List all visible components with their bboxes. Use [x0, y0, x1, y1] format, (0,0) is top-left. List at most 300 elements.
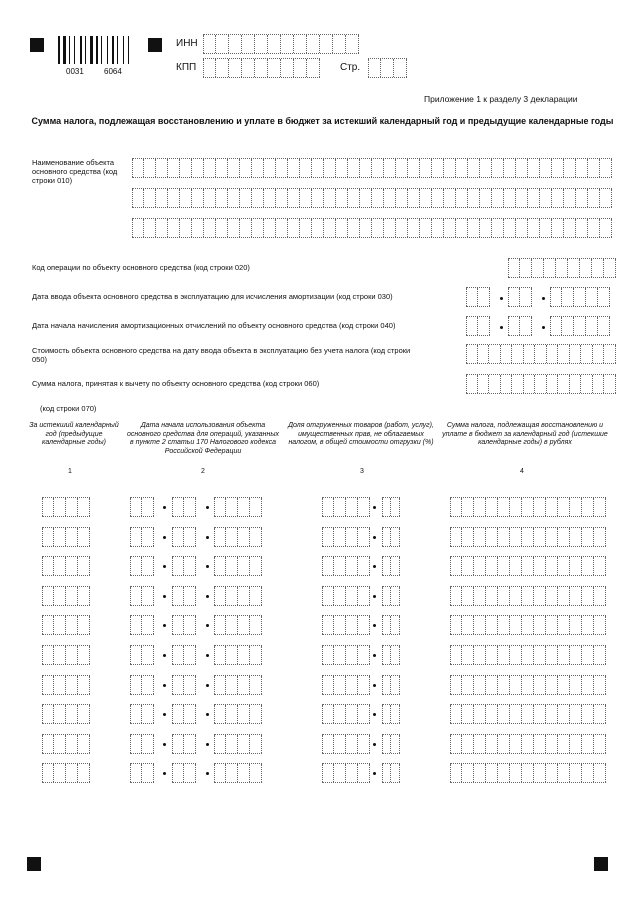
use-date-year[interactable]	[214, 615, 262, 635]
cell[interactable]	[570, 345, 582, 363]
cell[interactable]	[334, 557, 346, 575]
cell[interactable]	[450, 528, 462, 546]
cell[interactable]	[501, 375, 513, 393]
cell[interactable]	[382, 705, 391, 723]
cell[interactable]	[540, 189, 552, 207]
cell[interactable]	[382, 646, 391, 664]
cell[interactable]	[252, 189, 264, 207]
cell[interactable]	[550, 288, 562, 306]
cell[interactable]	[450, 764, 462, 782]
cell[interactable]	[368, 59, 381, 77]
cell[interactable]	[242, 59, 255, 77]
cell[interactable]	[391, 735, 400, 753]
cell[interactable]	[594, 646, 606, 664]
cell[interactable]	[168, 219, 180, 237]
cell[interactable]	[582, 676, 594, 694]
cell[interactable]	[54, 764, 66, 782]
cell[interactable]	[522, 616, 534, 634]
tax-restored-field[interactable]	[450, 734, 606, 754]
cell[interactable]	[486, 676, 498, 694]
cell[interactable]	[54, 557, 66, 575]
cell[interactable]	[334, 705, 346, 723]
cell[interactable]	[535, 345, 547, 363]
cell[interactable]	[382, 498, 391, 516]
share-integer[interactable]	[322, 527, 370, 547]
share-fraction[interactable]	[382, 527, 400, 547]
cell[interactable]	[66, 764, 78, 782]
cell[interactable]	[348, 159, 360, 177]
share-fraction[interactable]	[382, 704, 400, 724]
cell[interactable]	[203, 35, 216, 53]
cell[interactable]	[462, 587, 474, 605]
cell[interactable]	[510, 587, 522, 605]
cell[interactable]	[156, 219, 168, 237]
cell[interactable]	[252, 159, 264, 177]
cell[interactable]	[322, 764, 334, 782]
date-depreciation-day[interactable]	[466, 316, 490, 336]
cell[interactable]	[391, 705, 400, 723]
cell[interactable]	[450, 705, 462, 723]
cell[interactable]	[520, 317, 532, 335]
cell[interactable]	[408, 159, 420, 177]
cell[interactable]	[142, 587, 154, 605]
cell[interactable]	[546, 498, 558, 516]
tax-restored-field[interactable]	[450, 675, 606, 695]
use-date-month[interactable]	[172, 763, 196, 783]
cell[interactable]	[130, 557, 142, 575]
cell[interactable]	[562, 317, 574, 335]
year-field[interactable]	[42, 586, 90, 606]
cell[interactable]	[229, 35, 242, 53]
cell[interactable]	[238, 528, 250, 546]
cell[interactable]	[130, 616, 142, 634]
cell[interactable]	[558, 528, 570, 546]
cell[interactable]	[264, 159, 276, 177]
cell[interactable]	[360, 219, 372, 237]
cell[interactable]	[238, 646, 250, 664]
cell[interactable]	[516, 219, 528, 237]
kpp-field[interactable]	[203, 58, 320, 78]
cell[interactable]	[450, 498, 462, 516]
cell[interactable]	[180, 189, 192, 207]
cell[interactable]	[552, 189, 564, 207]
use-date-month[interactable]	[172, 497, 196, 517]
cell[interactable]	[524, 375, 536, 393]
cell[interactable]	[240, 159, 252, 177]
cell[interactable]	[226, 705, 238, 723]
cell[interactable]	[594, 587, 606, 605]
cell[interactable]	[501, 345, 513, 363]
use-date-day[interactable]	[130, 763, 154, 783]
cell[interactable]	[522, 676, 534, 694]
date-depreciation-year[interactable]	[550, 316, 610, 336]
use-date-month[interactable]	[172, 556, 196, 576]
use-date-year[interactable]	[214, 586, 262, 606]
cell[interactable]	[78, 587, 90, 605]
cell[interactable]	[498, 616, 510, 634]
use-date-year[interactable]	[214, 645, 262, 665]
cell[interactable]	[498, 498, 510, 516]
cell[interactable]	[570, 498, 582, 516]
cell[interactable]	[348, 189, 360, 207]
cell[interactable]	[570, 735, 582, 753]
cell[interactable]	[478, 317, 490, 335]
cell[interactable]	[172, 646, 184, 664]
cell[interactable]	[489, 375, 501, 393]
cell[interactable]	[564, 159, 576, 177]
cell[interactable]	[498, 676, 510, 694]
cell[interactable]	[324, 159, 336, 177]
cell[interactable]	[456, 189, 468, 207]
cell[interactable]	[360, 189, 372, 207]
cell[interactable]	[586, 317, 598, 335]
cell[interactable]	[466, 375, 478, 393]
cell[interactable]	[570, 587, 582, 605]
cell[interactable]	[42, 764, 54, 782]
cell[interactable]	[346, 764, 358, 782]
cell[interactable]	[522, 764, 534, 782]
cell[interactable]	[226, 498, 238, 516]
cell[interactable]	[142, 498, 154, 516]
cell[interactable]	[300, 159, 312, 177]
cell[interactable]	[346, 528, 358, 546]
cell[interactable]	[240, 219, 252, 237]
cell[interactable]	[168, 189, 180, 207]
cell[interactable]	[238, 557, 250, 575]
op-code-field[interactable]	[508, 258, 616, 278]
cell[interactable]	[238, 705, 250, 723]
cell[interactable]	[580, 259, 592, 277]
cell[interactable]	[466, 317, 478, 335]
cell[interactable]	[574, 288, 586, 306]
cell[interactable]	[336, 189, 348, 207]
cell[interactable]	[382, 616, 391, 634]
cell[interactable]	[54, 646, 66, 664]
cell[interactable]	[586, 288, 598, 306]
cell[interactable]	[498, 528, 510, 546]
cell[interactable]	[346, 705, 358, 723]
tax-restored-field[interactable]	[450, 615, 606, 635]
cell[interactable]	[384, 219, 396, 237]
date-commission-day[interactable]	[466, 287, 490, 307]
cell[interactable]	[226, 528, 238, 546]
use-date-day[interactable]	[130, 645, 154, 665]
cell[interactable]	[382, 764, 391, 782]
cell[interactable]	[444, 159, 456, 177]
cell[interactable]	[320, 35, 333, 53]
cell[interactable]	[492, 189, 504, 207]
cell[interactable]	[144, 159, 156, 177]
use-date-day[interactable]	[130, 497, 154, 517]
cell[interactable]	[54, 676, 66, 694]
cell[interactable]	[480, 219, 492, 237]
share-integer[interactable]	[322, 586, 370, 606]
use-date-month[interactable]	[172, 645, 196, 665]
cell[interactable]	[558, 587, 570, 605]
cell[interactable]	[588, 219, 600, 237]
cell[interactable]	[535, 375, 547, 393]
tax-restored-field[interactable]	[450, 556, 606, 576]
cell[interactable]	[534, 646, 546, 664]
cell[interactable]	[281, 35, 294, 53]
cell[interactable]	[78, 557, 90, 575]
cell[interactable]	[250, 528, 262, 546]
share-integer[interactable]	[322, 556, 370, 576]
cell[interactable]	[184, 616, 196, 634]
cell[interactable]	[358, 646, 370, 664]
cell[interactable]	[66, 735, 78, 753]
cell[interactable]	[42, 616, 54, 634]
cell[interactable]	[250, 587, 262, 605]
use-date-month[interactable]	[172, 704, 196, 724]
cell[interactable]	[450, 735, 462, 753]
cell[interactable]	[180, 159, 192, 177]
cell[interactable]	[558, 764, 570, 782]
cell[interactable]	[492, 219, 504, 237]
tax-restored-field[interactable]	[450, 497, 606, 517]
cell[interactable]	[524, 345, 536, 363]
cell[interactable]	[576, 219, 588, 237]
cell[interactable]	[444, 189, 456, 207]
cell[interactable]	[450, 676, 462, 694]
cell[interactable]	[540, 159, 552, 177]
cell[interactable]	[604, 375, 616, 393]
cell[interactable]	[570, 557, 582, 575]
cell[interactable]	[130, 705, 142, 723]
cell[interactable]	[508, 259, 520, 277]
cell[interactable]	[546, 646, 558, 664]
cell[interactable]	[358, 764, 370, 782]
cell[interactable]	[42, 735, 54, 753]
cell[interactable]	[570, 616, 582, 634]
cell[interactable]	[172, 764, 184, 782]
cell[interactable]	[498, 764, 510, 782]
share-fraction[interactable]	[382, 645, 400, 665]
cell[interactable]	[172, 705, 184, 723]
cell[interactable]	[391, 676, 400, 694]
cell[interactable]	[522, 705, 534, 723]
cell[interactable]	[281, 59, 294, 77]
cell[interactable]	[552, 159, 564, 177]
cell[interactable]	[420, 219, 432, 237]
use-date-month[interactable]	[172, 615, 196, 635]
cell[interactable]	[546, 735, 558, 753]
cell[interactable]	[581, 345, 593, 363]
cell[interactable]	[582, 735, 594, 753]
share-fraction[interactable]	[382, 763, 400, 783]
cell[interactable]	[546, 557, 558, 575]
use-date-day[interactable]	[130, 734, 154, 754]
cell[interactable]	[540, 219, 552, 237]
cell[interactable]	[130, 646, 142, 664]
cell[interactable]	[534, 705, 546, 723]
cell[interactable]	[594, 528, 606, 546]
cell[interactable]	[142, 735, 154, 753]
use-date-month[interactable]	[172, 527, 196, 547]
cell[interactable]	[307, 35, 320, 53]
cell[interactable]	[576, 159, 588, 177]
tax-restored-field[interactable]	[450, 527, 606, 547]
cell[interactable]	[391, 557, 400, 575]
cell[interactable]	[570, 375, 582, 393]
cell[interactable]	[268, 35, 281, 53]
cell[interactable]	[510, 705, 522, 723]
cell[interactable]	[346, 646, 358, 664]
cell[interactable]	[594, 616, 606, 634]
cell[interactable]	[142, 705, 154, 723]
cell[interactable]	[534, 587, 546, 605]
cell[interactable]	[466, 345, 478, 363]
cell[interactable]	[276, 219, 288, 237]
cell[interactable]	[504, 219, 516, 237]
cell[interactable]	[322, 646, 334, 664]
cell[interactable]	[528, 159, 540, 177]
year-field[interactable]	[42, 734, 90, 754]
cell[interactable]	[546, 616, 558, 634]
cell[interactable]	[604, 345, 616, 363]
cell[interactable]	[582, 557, 594, 575]
cell[interactable]	[498, 557, 510, 575]
cell[interactable]	[184, 705, 196, 723]
cell[interactable]	[456, 159, 468, 177]
share-integer[interactable]	[322, 645, 370, 665]
cell[interactable]	[570, 676, 582, 694]
cell[interactable]	[558, 498, 570, 516]
cell[interactable]	[54, 616, 66, 634]
cell[interactable]	[581, 375, 593, 393]
cell[interactable]	[184, 557, 196, 575]
cell[interactable]	[322, 557, 334, 575]
cell[interactable]	[276, 159, 288, 177]
cell[interactable]	[468, 219, 480, 237]
cell[interactable]	[346, 557, 358, 575]
cell[interactable]	[322, 616, 334, 634]
cell[interactable]	[432, 219, 444, 237]
cell[interactable]	[172, 676, 184, 694]
cell[interactable]	[172, 616, 184, 634]
cell[interactable]	[478, 345, 490, 363]
cell[interactable]	[562, 288, 574, 306]
year-field[interactable]	[42, 527, 90, 547]
cell[interactable]	[334, 646, 346, 664]
cell[interactable]	[255, 35, 268, 53]
cell[interactable]	[358, 676, 370, 694]
cell[interactable]	[307, 59, 320, 77]
cell[interactable]	[468, 189, 480, 207]
cell[interactable]	[582, 498, 594, 516]
cell[interactable]	[180, 219, 192, 237]
cell[interactable]	[546, 705, 558, 723]
cell[interactable]	[510, 735, 522, 753]
cell[interactable]	[394, 59, 407, 77]
cell[interactable]	[42, 528, 54, 546]
use-date-day[interactable]	[130, 527, 154, 547]
use-date-year[interactable]	[214, 497, 262, 517]
cell[interactable]	[391, 764, 400, 782]
share-integer[interactable]	[322, 675, 370, 695]
cell[interactable]	[250, 735, 262, 753]
cell[interactable]	[534, 764, 546, 782]
cell[interactable]	[558, 646, 570, 664]
cell[interactable]	[486, 764, 498, 782]
cell[interactable]	[214, 557, 226, 575]
cell[interactable]	[288, 189, 300, 207]
cell[interactable]	[192, 189, 204, 207]
cell[interactable]	[474, 764, 486, 782]
cell[interactable]	[528, 189, 540, 207]
cell[interactable]	[474, 557, 486, 575]
use-date-year[interactable]	[214, 675, 262, 695]
use-date-day[interactable]	[130, 615, 154, 635]
cell[interactable]	[498, 587, 510, 605]
cell[interactable]	[384, 189, 396, 207]
cell[interactable]	[489, 345, 501, 363]
use-date-year[interactable]	[214, 734, 262, 754]
cell[interactable]	[184, 498, 196, 516]
cell[interactable]	[600, 189, 612, 207]
year-field[interactable]	[42, 704, 90, 724]
cell[interactable]	[382, 528, 391, 546]
cell[interactable]	[558, 375, 570, 393]
cell[interactable]	[391, 498, 400, 516]
cell[interactable]	[276, 189, 288, 207]
cell[interactable]	[294, 35, 307, 53]
cell[interactable]	[450, 616, 462, 634]
cell[interactable]	[238, 735, 250, 753]
cell[interactable]	[130, 676, 142, 694]
asset-name-line-3[interactable]	[132, 218, 612, 238]
cell[interactable]	[130, 735, 142, 753]
cell[interactable]	[130, 764, 142, 782]
cell[interactable]	[54, 528, 66, 546]
cell[interactable]	[593, 345, 605, 363]
share-fraction[interactable]	[382, 734, 400, 754]
cell[interactable]	[238, 587, 250, 605]
cell[interactable]	[480, 159, 492, 177]
cell[interactable]	[156, 159, 168, 177]
cell[interactable]	[214, 587, 226, 605]
cell[interactable]	[346, 616, 358, 634]
cell[interactable]	[558, 705, 570, 723]
cell[interactable]	[228, 189, 240, 207]
cell[interactable]	[238, 616, 250, 634]
cell[interactable]	[184, 587, 196, 605]
cell[interactable]	[132, 219, 144, 237]
use-date-year[interactable]	[214, 527, 262, 547]
cell[interactable]	[250, 705, 262, 723]
cell[interactable]	[486, 646, 498, 664]
cell[interactable]	[598, 288, 610, 306]
cell[interactable]	[130, 587, 142, 605]
cell[interactable]	[498, 705, 510, 723]
cell[interactable]	[466, 288, 478, 306]
cell[interactable]	[203, 59, 216, 77]
cell[interactable]	[486, 557, 498, 575]
cell[interactable]	[582, 764, 594, 782]
cell[interactable]	[594, 676, 606, 694]
cell[interactable]	[558, 345, 570, 363]
cell[interactable]	[546, 587, 558, 605]
cell[interactable]	[228, 219, 240, 237]
cell[interactable]	[132, 159, 144, 177]
cell[interactable]	[516, 159, 528, 177]
cell[interactable]	[78, 764, 90, 782]
cell[interactable]	[322, 528, 334, 546]
cell[interactable]	[391, 528, 400, 546]
cell[interactable]	[78, 676, 90, 694]
cell[interactable]	[142, 764, 154, 782]
cell[interactable]	[42, 498, 54, 516]
